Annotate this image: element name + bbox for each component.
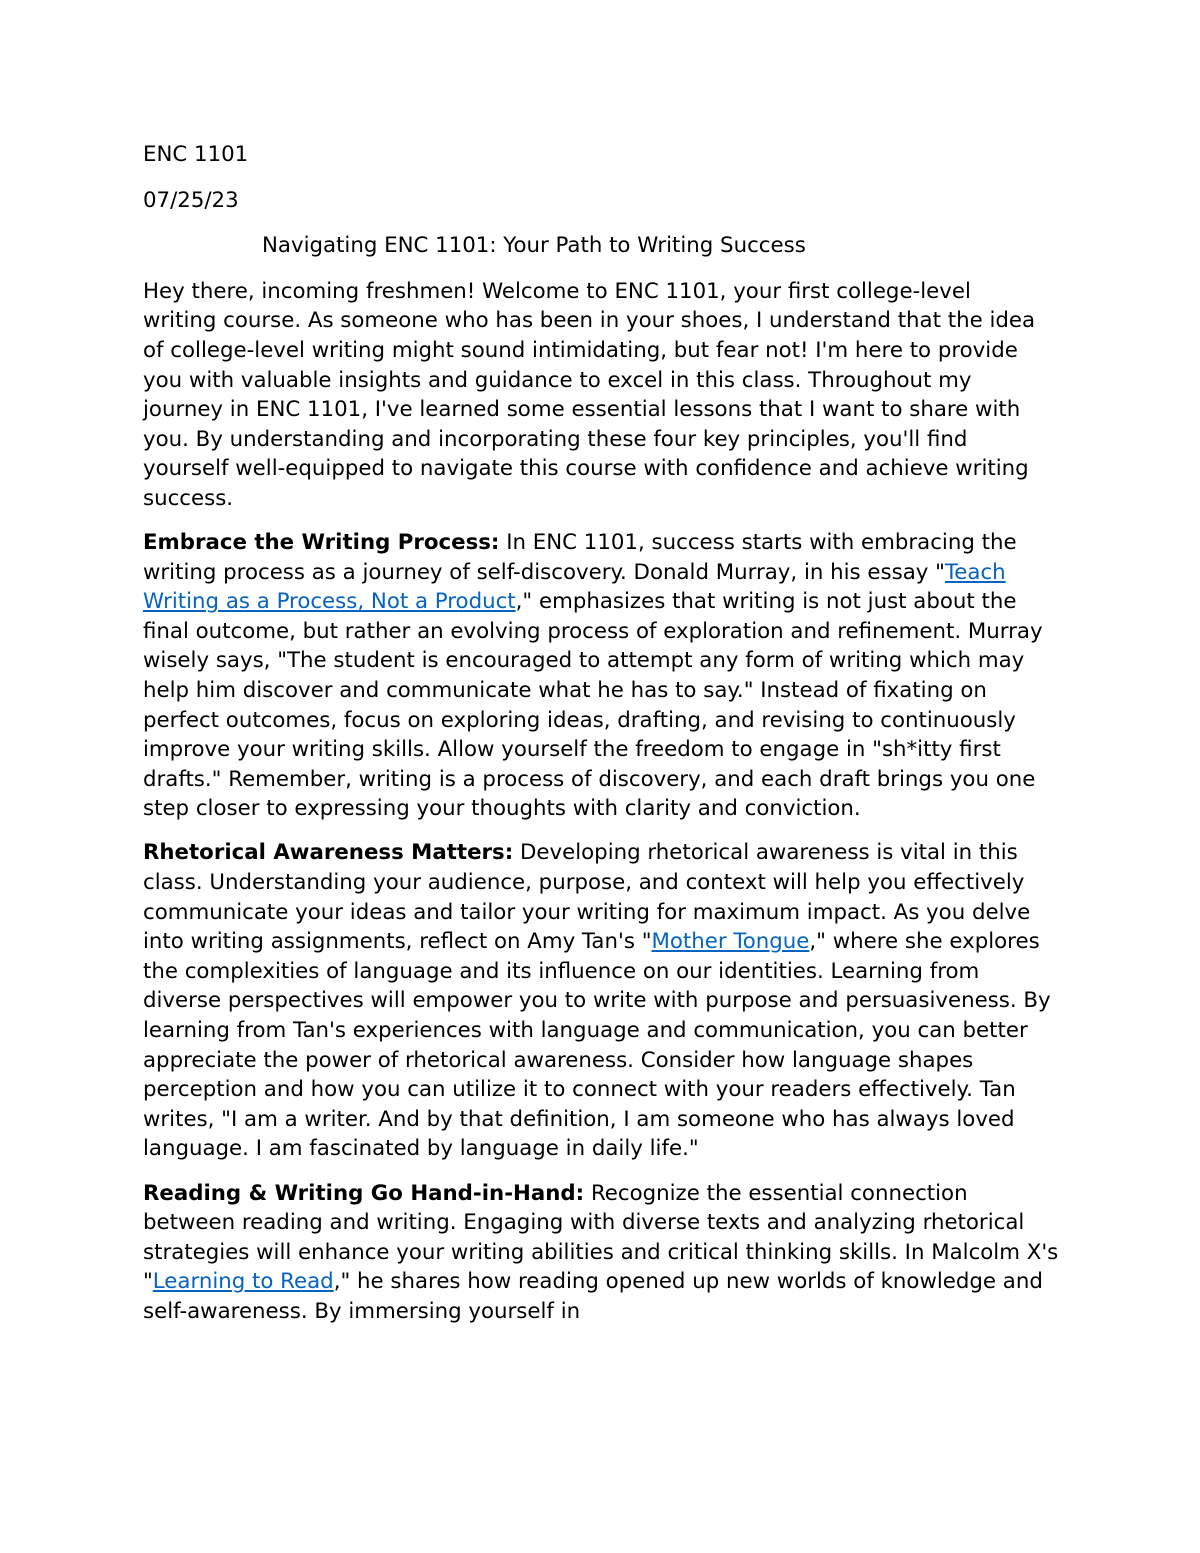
section-text: ," he shares how reading opened up new worlds of knowledge and self-awareness. By immersing yourself in <box>143 1269 1043 1324</box>
document-body <box>143 140 1063 1341</box>
section-rhetorical-awareness <box>143 838 1063 1164</box>
document-title: Navigating ENC 1101: Your Path to Writing Success <box>262 233 806 259</box>
tan-essay-link[interactable]: Mother Tongue <box>651 929 810 955</box>
section-text: Recognize the essential connection between reading and writing. Engaging with diverse texts and analyzing rhetorical strategies will enhance your writing abilities and critical thinking skills. In Malcolm X's " <box>143 1180 1059 1295</box>
section-heading: Embrace the Writing Process: <box>143 530 500 556</box>
malcolm-x-essay-link[interactable]: Learning to Read <box>152 1269 334 1295</box>
section-writing-process <box>143 528 1063 824</box>
section-text: ," where she explores the complexities of language and its influence on our identities. Learning from diverse perspectives will empower you to write with purpose and persuasiveness. By learning from Tan's experiences with language and communication, you can better appreciate the power of rhetorical awareness. Consider how language shapes perception and how you can utilize it to connect with your readers effectively. Tan writes, "I am a writer. And by that definition, I am someone who has always loved language. I am fascinated by language in daily life." <box>143 929 1051 1162</box>
section-text: Developing rhetorical awareness is vital in this class. Understanding your audience, purpose, and context will help you effectively communicate your ideas and tailor your writing for maximum impact. As you delve into writing assignments, reflect on Amy Tan's " <box>143 840 1031 955</box>
section-reading-writing <box>143 1179 1063 1327</box>
section-heading: Reading & Writing Go Hand-in-Hand: <box>143 1180 585 1206</box>
section-text: ," emphasizes that writing is not just about the final outcome, but rather an evolving process of exploration and refinement. Murray wisely says, "The student is encouraged to attempt any form of writing which may help him discover and communicate what he has to say." Instead of fixating on perfect outcomes, focus on exploring ideas, drafting, and revising to continuously improve your writing skills. Allow yourself the freedom to engage in "sh*itty first drafts." Remember, writing is a process of discovery, and each draft brings you one step closer to expressing your thoughts with clarity and conviction. <box>143 589 1043 822</box>
section-text: In ENC 1101, success starts with embracing the writing process as a journey of self-discovery. Donald Murray, in his essay " <box>143 530 1017 585</box>
intro-paragraph: Hey there, incoming freshmen! Welcome to ENC 1101, your first college-level writing course. As someone who has been in your shoes, I understand that the idea of college-level writing might sound intimidating, but fear not! I'm here to provide you with valuable insights and guidance to excel in this class. Throughout my journey in ENC 1101, I've learned some essential lessons that I want to share with you. By understanding and incorporating these four key principles, you'll find yourself well-equipped to navigate this course with confidence and achieve writing success. <box>143 278 1036 511</box>
murray-essay-link[interactable]: Teach Writing as a Process, Not a Product <box>143 559 1006 615</box>
course-name: ENC 1101 <box>143 142 249 167</box>
section-heading: Rhetorical Awareness Matters: <box>143 840 514 866</box>
document-date: 07/25/23 <box>143 187 239 213</box>
